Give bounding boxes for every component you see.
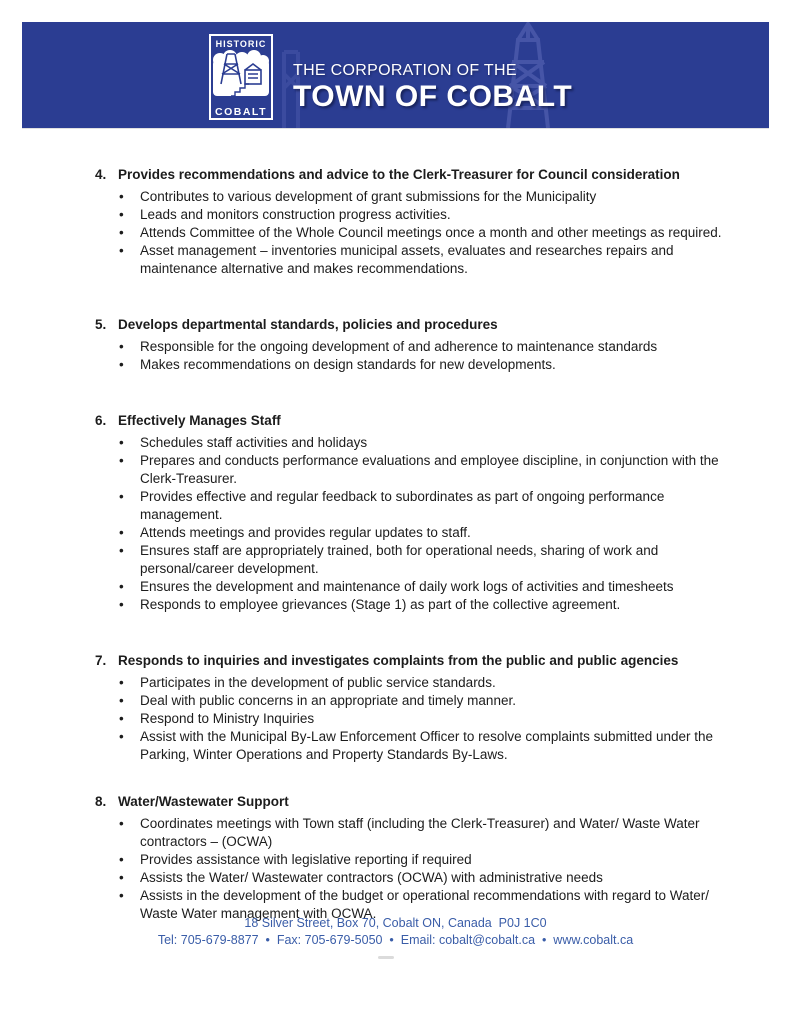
section-number: 4.	[95, 167, 107, 182]
bullet-icon: •	[119, 357, 124, 372]
bullet-text: Coordinates meetings with Town staff (including the Clerk-Treasurer) and Water/ Waste Water contractors – (OCWA)	[140, 816, 700, 849]
bullet-icon: •	[119, 435, 124, 450]
section-heading	[95, 316, 735, 334]
mine-headframe-icon	[213, 50, 269, 105]
list-item	[119, 206, 735, 224]
bullet-text: Provides assistance with legislative reporting if required	[140, 852, 472, 867]
bullet-text: Respond to Ministry Inquiries	[140, 711, 315, 726]
bullet-icon: •	[119, 852, 124, 867]
list-item	[119, 869, 735, 887]
section-number: 7.	[95, 653, 107, 668]
bullet-icon: •	[119, 489, 124, 504]
bullet-text: Provides effective and regular feedback to subordinates as part of ongoing performance management.	[140, 489, 665, 522]
list-item	[119, 578, 735, 596]
bullet-text: Participates in the development of public service standards.	[140, 675, 496, 690]
list-item	[119, 188, 735, 206]
list-item	[119, 224, 735, 242]
bullet-icon: •	[119, 711, 124, 726]
bullet-icon: •	[119, 870, 124, 885]
section-7	[95, 652, 735, 764]
bullet-list	[95, 188, 735, 278]
bullet-icon: •	[119, 243, 124, 258]
bullet-text: Assists the Water/ Wastewater contractors (OCWA) with administrative needs	[140, 870, 603, 885]
logo-top-text: HISTORIC	[215, 39, 267, 49]
list-item	[119, 596, 735, 614]
list-item	[119, 242, 735, 278]
section-heading	[95, 793, 735, 811]
list-item	[119, 674, 735, 692]
section-heading	[95, 166, 735, 184]
bullet-text: Leads and monitors construction progress activities.	[140, 207, 451, 222]
footer-address: 18 Silver Street, Box 70, Cobalt ON, Canada P0J 1C0	[244, 916, 547, 930]
list-item	[119, 488, 735, 524]
bullet-icon: •	[119, 693, 124, 708]
section-title: Effectively Manages Staff	[118, 413, 281, 428]
section-title: Develops departmental standards, policies and procedures	[118, 317, 498, 332]
bullet-icon: •	[119, 729, 124, 744]
bullet-text: Assists in the development of the budget or operational recommendations with regard to Water/ Waste Water management with OCWA.	[140, 888, 710, 921]
list-item	[119, 452, 735, 488]
bullet-icon: •	[119, 579, 124, 594]
list-item	[119, 710, 735, 728]
bullet-text: Responsible for the ongoing development of and adherence to maintenance standards	[140, 339, 658, 354]
bullet-icon: •	[119, 207, 124, 222]
section-title: Responds to inquiries and investigates complaints from the public and public agencies	[118, 653, 679, 668]
bullet-icon: •	[119, 189, 124, 204]
bullet-icon: •	[119, 339, 124, 354]
document-body	[95, 166, 735, 923]
bullet-icon: •	[119, 597, 124, 612]
letterhead-banner	[22, 22, 769, 128]
bullet-icon: •	[119, 525, 124, 540]
list-item	[119, 356, 735, 374]
bullet-text: Ensures staff are appropriately trained, both for operational needs, sharing of work and personal/career development.	[140, 543, 659, 576]
bullet-icon: •	[119, 675, 124, 690]
bullet-text: Assist with the Municipal By-Law Enforcement Officer to resolve complaints submitted under the Parking, Winter Operations and Property Standards By-Laws.	[140, 729, 714, 762]
list-item	[119, 434, 735, 452]
bullet-text: Prepares and conducts performance evaluations and employee discipline, in conjunction with the Clerk-Treasurer.	[140, 453, 719, 486]
list-item	[119, 728, 735, 764]
list-item	[119, 524, 735, 542]
section-number: 5.	[95, 317, 107, 332]
bullet-icon: •	[119, 816, 124, 831]
bullet-text: Ensures the development and maintenance of daily work logs of activities and timesheets	[140, 579, 674, 594]
section-4	[95, 166, 735, 278]
list-item	[119, 815, 735, 851]
section-title: Water/Wastewater Support	[118, 794, 289, 809]
list-item	[119, 338, 735, 356]
bullet-list	[95, 815, 735, 923]
section-number: 8.	[95, 794, 107, 809]
list-item	[119, 851, 735, 869]
historic-cobalt-logo	[209, 34, 273, 120]
bullet-list	[95, 338, 735, 374]
bullet-icon: •	[119, 543, 124, 558]
bullet-icon: •	[119, 225, 124, 240]
letterhead-footer	[0, 915, 791, 949]
org-subtitle: THE CORPORATION OF THE	[293, 62, 517, 79]
section-heading	[95, 412, 735, 430]
bullet-text: Contributes to various development of grant submissions for the Municipality	[140, 189, 597, 204]
list-item	[119, 692, 735, 710]
bullet-text: Asset management – inventories municipal assets, evaluates and researches repairs and maintenance alternative and makes recommendations.	[140, 243, 674, 276]
logo-bottom-text: COBALT	[215, 106, 267, 118]
section-heading	[95, 652, 735, 670]
bullet-list	[95, 674, 735, 764]
org-name: TOWN OF COBALT	[293, 80, 573, 113]
org-title-block	[293, 62, 572, 113]
bullet-text: Attends Committee of the Whole Council meetings once a month and other meetings as required.	[140, 225, 722, 240]
section-5	[95, 316, 735, 374]
bullet-text: Deal with public concerns in an appropriate and timely manner.	[140, 693, 516, 708]
section-8	[95, 793, 735, 923]
bullet-list	[95, 434, 735, 614]
bullet-text: Schedules staff activities and holidays	[140, 435, 368, 450]
bullet-text: Makes recommendations on design standards for new developments.	[140, 357, 556, 372]
bullet-text: Responds to employee grievances (Stage 1) as part of the collective agreement.	[140, 597, 621, 612]
bullet-text: Attends meetings and provides regular updates to staff.	[140, 525, 471, 540]
list-item	[119, 542, 735, 578]
bullet-icon: •	[119, 453, 124, 468]
section-6	[95, 412, 735, 614]
section-number: 6.	[95, 413, 107, 428]
section-title: Provides recommendations and advice to the Clerk-Treasurer for Council consideration	[118, 167, 680, 182]
bullet-icon: •	[119, 888, 124, 903]
footer-contact: Tel: 705-679-8877 • Fax: 705-679-5050 • Email: cobalt@cobalt.ca • www.cobalt.ca	[157, 933, 634, 947]
page-mark-dash	[378, 956, 394, 959]
